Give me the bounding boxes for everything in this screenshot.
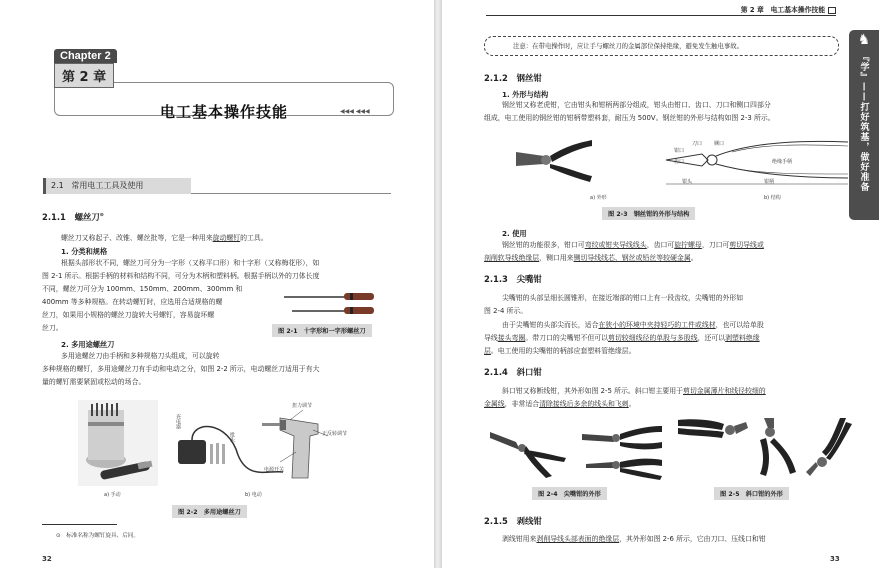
s212-use-line-0	[502, 239, 764, 252]
s214-line-1	[484, 398, 636, 411]
subsection-2-1-5	[484, 515, 542, 527]
label-guillotine: 铡口	[714, 141, 725, 147]
s215-line-0	[502, 533, 766, 546]
notice-box: 注意：在带电操作时，应让手与螺丝刀的金属部位保持绝缘，避免发生触电事故。	[484, 36, 839, 56]
item2-line-0: 多用途螺丝刀由手柄和多种规格刀头组成，可以旋转	[61, 352, 220, 360]
underlined-term: 铡切导线线芯、钢丝或铅丝等较硬金属	[573, 254, 691, 262]
label-direction-adjust: 正反转调节	[322, 431, 348, 437]
footnote-rule	[42, 524, 117, 525]
s213-line-1: 图 2-4 所示。	[484, 307, 528, 315]
text-run: ，齿口可	[646, 241, 675, 249]
item1-line-3: 400mm 等多种规格。在转动螺钉时，应选用合适规格的螺	[42, 298, 223, 306]
footnote-mark: ⊙	[99, 212, 104, 219]
text-run: 。	[690, 254, 698, 262]
section-heading	[43, 178, 191, 194]
label-bit-heads: 批头	[229, 432, 235, 442]
subsection-2-1-4	[484, 366, 542, 378]
side-tab	[849, 30, 879, 220]
subsection-number: 2.1.3	[484, 274, 508, 284]
intro-paragraph	[61, 232, 268, 245]
text-run: ，其外形如图 2-6 所示，它由刀口、压线口和钳	[619, 535, 766, 543]
s212-line-1: 组成，电工使用的钢丝钳的钳柄带塑料套，耐压为 500V。钢丝钳的外形与结构如图 2-3 所示。	[484, 114, 775, 122]
label-torque-adjust: 扭力调节	[292, 403, 313, 409]
label-power-switch: 电源开关	[264, 467, 285, 473]
text-run: 剥线钳用来	[502, 535, 537, 543]
figure-2-2b-electric-screwdriver	[168, 400, 348, 486]
item2-line-2: 量的螺钉需要紧固或松动的场合。	[42, 378, 146, 386]
underlined-term: 剖削软导线绝缘层	[484, 254, 540, 262]
chapter-number: 第 2 章	[54, 63, 114, 88]
figure-2-2a-manual-screwdriver	[78, 400, 158, 486]
text-run: ，还可以	[697, 334, 726, 342]
figure-2-3a-pliers-photo	[514, 134, 594, 190]
page-number-left: 32	[42, 555, 52, 563]
subsection-title: 剥线钳	[516, 516, 542, 526]
text-run: 螺丝刀又称起子、改锥、螺丝批等，它是一种用来	[61, 234, 213, 242]
item2-line-1: 多种规格的螺钉，多用途螺丝刀有手动和电动之分，如图 2-2 所示，电动螺丝刀适用于有大	[42, 365, 320, 373]
subsection-number: 2.1.2	[484, 73, 508, 83]
left-page	[0, 0, 434, 568]
running-header	[486, 4, 836, 16]
side-tab-text: 『学』——打好筑基，做好准备	[858, 52, 869, 192]
figure-2-3-caption: 图 2-3 钢丝钳的外形与结构	[602, 207, 695, 220]
s212-item-heading-2: 2. 使用	[502, 229, 527, 238]
text-run: ，铡口用来	[539, 254, 574, 262]
underlined-term: 金属线	[484, 400, 505, 408]
underlined-term: 接头弯圈	[497, 334, 526, 342]
underlined-term: 剪切导线或	[729, 241, 764, 249]
underlined-term: 层	[484, 347, 491, 355]
figure-2-2-caption: 图 2-2 多用途螺丝刀	[172, 505, 247, 518]
item-heading-2: 2. 多用途螺丝刀	[61, 340, 115, 349]
figure-2-1-screwdrivers	[282, 290, 382, 320]
section-number: 2.1	[51, 181, 64, 190]
chapter-title: 电工基本操作技能	[160, 103, 289, 121]
section-title: 常用电工工具及使用	[71, 181, 144, 190]
underlined-term: 剥削导线头部表面的绝缘层	[536, 535, 620, 543]
underlined-term: 剥塑料绝缘	[725, 334, 760, 342]
figure-2-1-caption: 图 2-1 十字形和一字形螺丝刀	[272, 324, 372, 337]
figure-2-5-diagonal-pliers	[674, 414, 854, 482]
running-header-text: 第 2 章 电工基本操作技能	[740, 6, 825, 14]
text-run: ，非常适合	[504, 400, 540, 408]
underlined-term: 旋动螺钉	[212, 234, 241, 242]
figure-2-4-needle-nose-pliers	[486, 420, 666, 482]
text-run: 钢丝钳的功能很多，钳口可	[502, 241, 585, 249]
right-page	[442, 0, 879, 568]
label-insulated-handle: 绝缘手柄	[772, 159, 793, 165]
underlined-term: 旋拧螺母	[674, 241, 702, 249]
subsection-number: 2.1.1	[42, 212, 66, 222]
label-jaw: 钳口	[674, 148, 685, 154]
underlined-term: 剪切较细线径的单股与多股线	[608, 334, 698, 342]
text-run: 的工具。	[240, 234, 268, 242]
s213-line-3	[484, 332, 760, 345]
underlined-term: 在狭小的环境中夹持轻巧的工件或线材	[598, 321, 716, 329]
figure-2-2b-label: b) 电动	[245, 492, 262, 498]
subsection-title: 斜口钳	[516, 367, 542, 377]
subsection-number: 2.1.5	[484, 516, 508, 526]
text-run: 。	[628, 400, 636, 408]
text-run: 由于尖嘴钳的头部尖而长，适合	[502, 321, 599, 329]
label-teeth: 齿口	[674, 159, 685, 165]
item1-line-5: 丝刀。	[42, 324, 63, 332]
page-number-right: 33	[830, 555, 840, 563]
label-charger: 充电器	[175, 414, 181, 429]
person-icon: ♞	[857, 32, 871, 48]
item1-line-4: 丝刀，如果用小规格的螺丝刀旋转大号螺钉，容易旋坏螺	[42, 311, 215, 319]
subsection-title: 尖嘴钳	[516, 274, 542, 284]
s213-line-4	[484, 345, 636, 358]
s214-line-0	[502, 385, 766, 398]
text-run: ，也可以给单股	[715, 321, 764, 329]
item1-line-0: 根据头部形状不同，螺丝刀可分为一字形（又称平口形）和十字形（又称梅花形），如	[61, 259, 320, 267]
text-run: 。带刀口的尖嘴钳不但可以	[525, 334, 609, 342]
item1-line-2: 不同，螺丝刀可分为 100mm、150mm、200mm、300mm 和	[42, 285, 243, 293]
underlined-term: 弯绞或钳夹导线线头	[584, 241, 647, 249]
subsection-title: 螺丝刀	[74, 212, 100, 222]
figure-2-4-caption: 图 2-4 尖嘴钳的外形	[532, 487, 607, 500]
s212-use-line-1	[484, 252, 698, 265]
figure-2-3a-label: a) 外形	[590, 195, 607, 201]
text-run: ，刀口可	[701, 241, 730, 249]
section-rule	[191, 193, 391, 194]
s212-line-0: 钢丝钳又称老虎钳，它由钳头和钳柄两部分组成，钳头由钳口、齿口、刀口和铡口四部分	[502, 101, 771, 109]
item-heading-1: 1. 分类和规格	[61, 247, 108, 256]
subsection-2-1-1	[42, 211, 104, 223]
subsection-number: 2.1.4	[484, 367, 508, 377]
subsection-2-1-3	[484, 273, 542, 285]
s212-item-heading-1: 1. 外形与结构	[502, 90, 549, 99]
s213-line-2	[502, 319, 764, 332]
underlined-term: 清除接线后多余的线头和飞刺	[539, 400, 629, 408]
text-run: 导线	[484, 334, 498, 342]
underlined-term: 剪切金属薄片和线径较细的	[683, 387, 766, 395]
figure-2-5-caption: 图 2-5 斜口钳的外形	[714, 487, 789, 500]
chapter-arrows: ◀◀◀ ◀◀◀	[340, 108, 370, 115]
subsection-title: 钢丝钳	[516, 73, 542, 83]
book-icon	[828, 7, 836, 14]
figure-2-3b-label: b) 结构	[764, 195, 781, 201]
figure-2-2a-label: a) 手动	[104, 492, 121, 498]
chapter-tag: Chapter 2	[54, 49, 117, 63]
subsection-2-1-2	[484, 72, 542, 84]
label-handle: 钳柄	[764, 179, 775, 185]
label-head: 钳头	[682, 179, 693, 185]
footnote: ⊙ 标准名称为螺钉旋具、后同。	[56, 533, 139, 539]
s213-line-0: 尖嘴钳的头部呈细长圆锥形，在接近端部的钳口上有一段齿纹，尖嘴钳的外形如	[502, 294, 744, 302]
text-run: 。电工使用的尖嘴钳的柄部应套塑料管绝缘层。	[490, 347, 636, 355]
label-cutting-edge: 刀口	[692, 141, 703, 147]
item1-line-1: 图 2-1 所示。根据手柄的材料和结构不同，可分为木柄和塑料柄。根据手柄以外的刀体长度	[42, 272, 320, 280]
book-gutter	[434, 0, 442, 568]
text-run: 斜口钳又称断线钳，其外形如图 2-5 所示。斜口钳主要用于	[502, 387, 684, 395]
